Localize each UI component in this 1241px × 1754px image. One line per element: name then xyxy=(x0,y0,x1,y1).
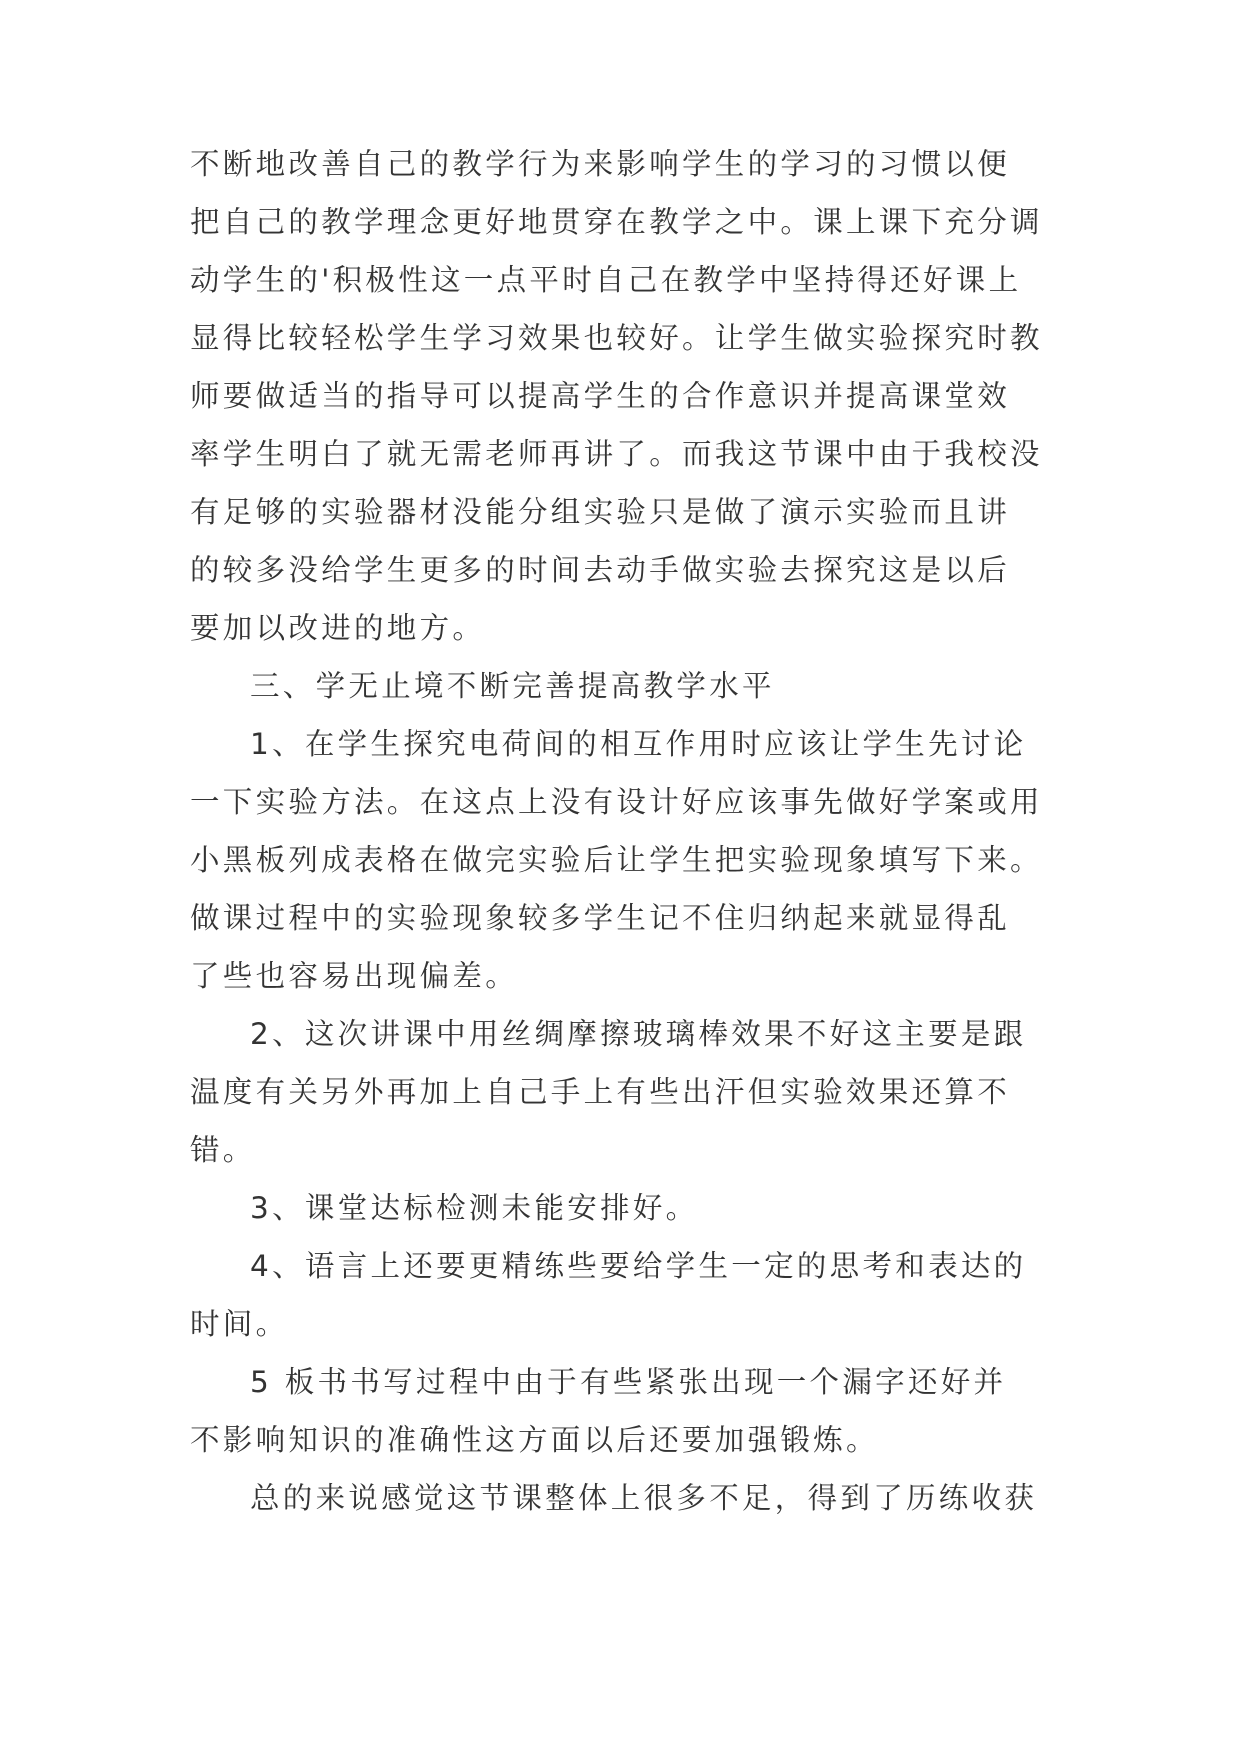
paragraph-line: 要加以改进的地方。 xyxy=(190,611,486,645)
section-heading: 三、学无止境不断完善提高教学水平 xyxy=(250,669,775,703)
paragraph-line: 做课过程中的实验现象较多学生记不住归纳起来就显得乱 xyxy=(190,901,1011,935)
paragraph-line: 不影响知识的准确性这方面以后还要加强锻炼。 xyxy=(190,1423,879,1457)
paragraph-line: 4、语言上还要更精练些要给学生一定的思考和表达的 xyxy=(250,1249,1027,1283)
paragraph-line: 总的来说感觉这节课整体上很多不足，得到了历练收获 xyxy=(250,1481,1038,1515)
paragraph-line: 把自己的教学理念更好地贯穿在教学之中。课上课下充分调 xyxy=(190,205,1043,239)
paragraph-line: 小黑板列成表格在做完实验后让学生把实验现象填写下来。 xyxy=(190,843,1043,877)
paragraph-line: 5 板书书写过程中由于有些紧张出现一个漏字还好并 xyxy=(250,1365,1007,1399)
paragraph-line: 了些也容易出现偏差。 xyxy=(190,959,519,993)
paragraph-line: 温度有关另外再加上自己手上有些出汗但实验效果还算不 xyxy=(190,1075,1011,1109)
paragraph-line: 不断地改善自己的教学行为来影响学生的学习的习惯以便 xyxy=(190,147,1011,181)
paragraph-line: 的较多没给学生更多的时间去动手做实验去探究这是以后 xyxy=(190,553,1011,587)
paragraph-line: 有足够的实验器材没能分组实验只是做了演示实验而且讲 xyxy=(190,495,1011,529)
paragraph-line: 2、这次讲课中用丝绸摩擦玻璃棒效果不好这主要是跟 xyxy=(250,1017,1027,1051)
paragraph-line: 率学生明白了就无需老师再讲了。而我这节课中由于我校没 xyxy=(190,437,1043,471)
paragraph-line: 错。 xyxy=(190,1133,256,1167)
paragraph-line: 时间。 xyxy=(190,1307,289,1341)
paragraph-line: 一下实验方法。在这点上没有设计好应该事先做好学案或用 xyxy=(190,785,1043,819)
paragraph-line: 师要做适当的指导可以提高学生的合作意识并提高课堂效 xyxy=(190,379,1011,413)
paragraph-line: 3、课堂达标检测未能安排好。 xyxy=(250,1191,699,1225)
paragraph-line: 动学生的'积极性这一点平时自己在教学中坚持得还好课上 xyxy=(190,263,1022,297)
paragraph-line: 1、在学生探究电荷间的相互作用时应该让学生先讨论 xyxy=(250,727,1027,761)
paragraph-line: 显得比较轻松学生学习效果也较好。让学生做实验探究时教 xyxy=(190,321,1043,355)
